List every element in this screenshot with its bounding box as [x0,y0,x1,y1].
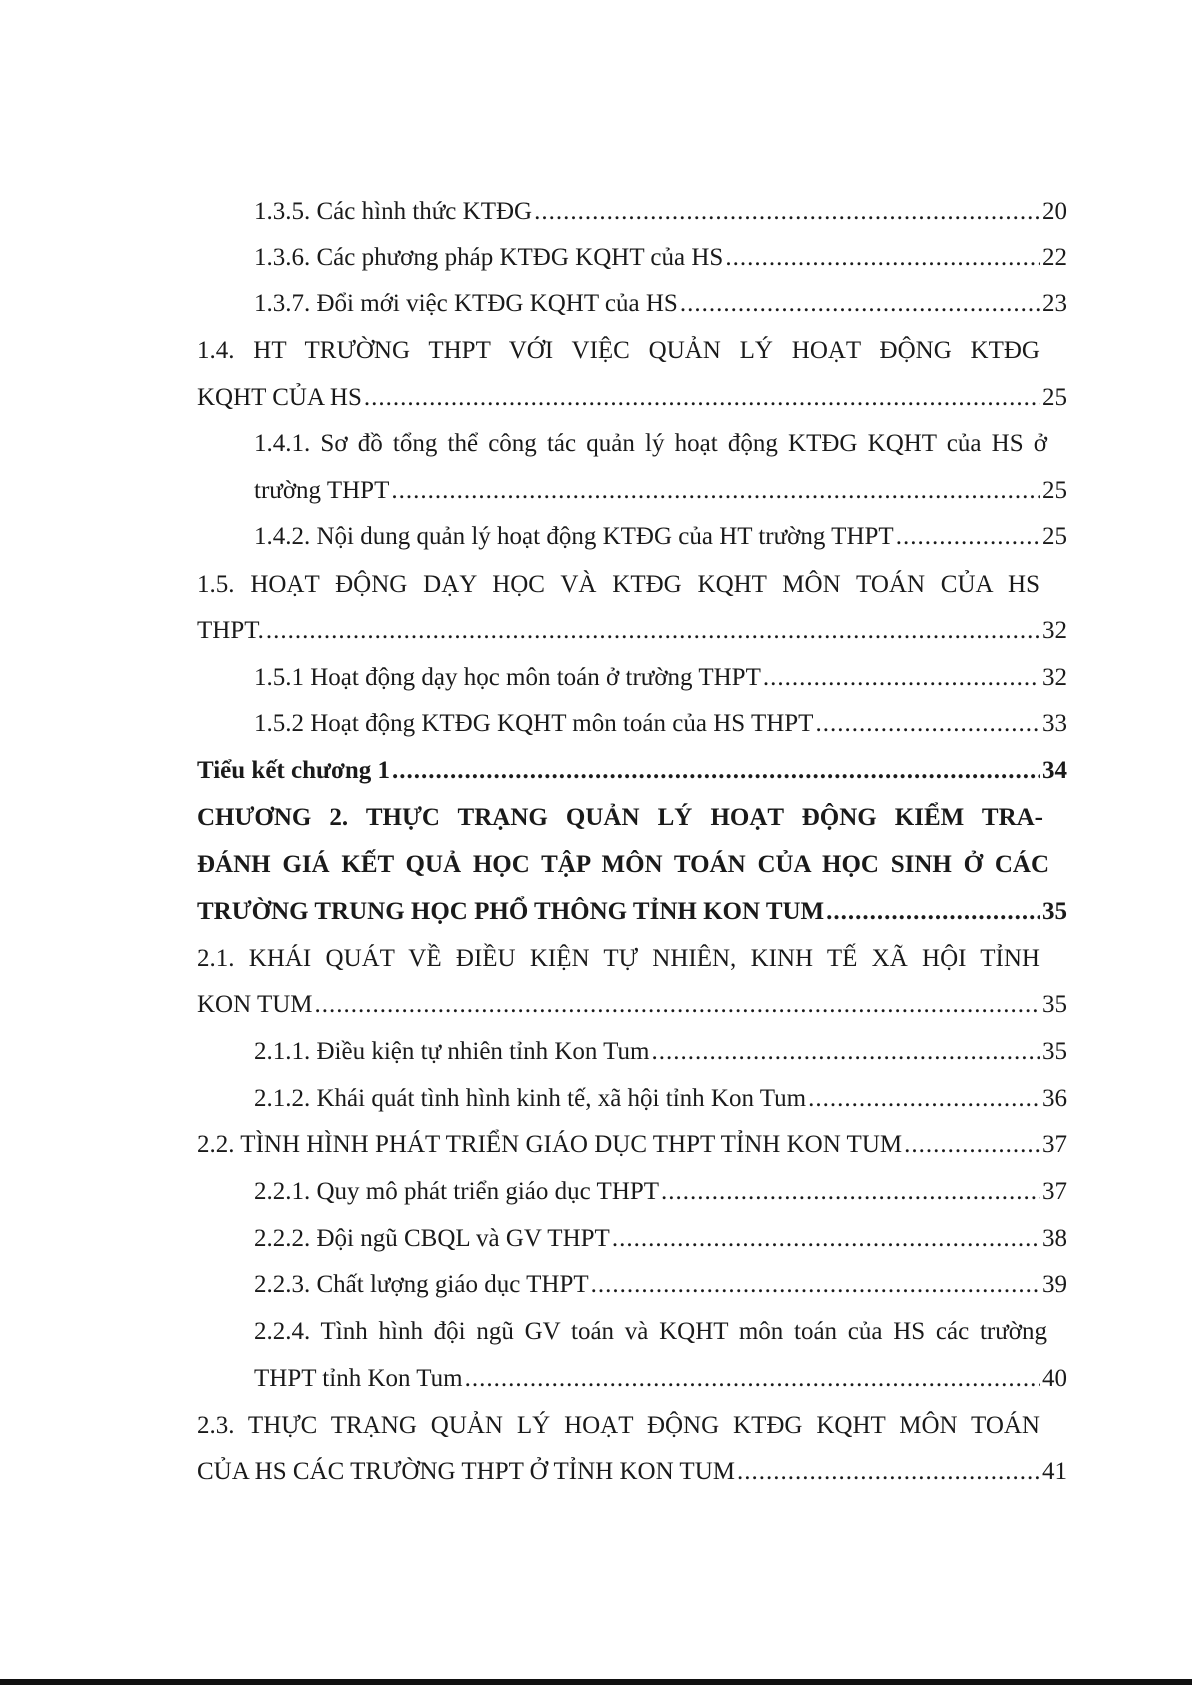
toc-entry-title: 2.2.3. Chất lượng giáo dục THPT [254,1271,589,1298]
toc-entry-title: trường THPT [254,477,390,504]
toc-entry-title: KQHT CỦA HS [197,384,362,411]
toc-page-number: 35 [1042,991,1067,1018]
leader-dots [652,1037,1040,1067]
toc-page-number: 38 [1042,1225,1067,1252]
toc-entry[interactable] [254,709,1067,739]
toc-entry-line1[interactable]: 2.3. THỰC TRẠNG QUẢN LÝ HOẠT ĐỘNG KTĐG KQHT MÔN TOÁN [197,1412,1040,1439]
leader-dots [364,383,1040,413]
toc-page-number: 37 [1042,1178,1067,1205]
toc-entry-title: 2.1.1. Điều kiện tự nhiên tỉnh Kon Tum [254,1038,650,1065]
toc-entry[interactable] [197,990,1067,1020]
toc-entry-title: Tiểu kết chương 1 [197,757,390,784]
toc-entry-line1[interactable]: 1.4. HT TRƯỜNG THPT VỚI VIỆC QUẢN LÝ HOẠT ĐỘNG KTĐG [197,337,1040,364]
toc-page-number: 41 [1042,1458,1067,1485]
leader-dots [904,1130,1040,1160]
toc-entry[interactable] [254,476,1067,506]
toc-entry[interactable] [197,1457,1067,1487]
toc-entry-title: THPT. [197,617,264,644]
leader-dots [737,1457,1040,1487]
toc-page-number: 32 [1042,664,1067,691]
toc-entry[interactable] [254,1084,1067,1114]
leader-dots [896,522,1040,552]
toc-entry-title: 1.4.2. Nội dung quản lý hoạt động KTĐG của HT trường THPT [254,523,894,550]
toc-page-number: 36 [1042,1085,1067,1112]
toc-entry-title: 1.3.7. Đổi mới việc KTĐG KQHT của HS [254,290,678,317]
toc-page-number: 35 [1042,898,1067,925]
toc-entry[interactable] [254,1177,1067,1207]
toc-page-number: 40 [1042,1365,1067,1392]
toc-entry[interactable] [254,1224,1067,1254]
toc-entry[interactable] [254,1037,1067,1067]
leader-dots [591,1270,1040,1300]
toc-page-number: 22 [1042,244,1067,271]
leader-dots [612,1224,1040,1254]
leader-dots [815,709,1040,739]
toc-entry-line1[interactable]: 2.2.4. Tình hình đội ngũ GV toán và KQHT môn toán của HS các trường [254,1318,1047,1345]
toc-entry[interactable] [254,243,1067,273]
toc-page-number: 39 [1042,1271,1067,1298]
toc-entry-title: 1.5.1 Hoạt động dạy học môn toán ở trường THPT [254,664,761,691]
page-bottom-edge [0,1679,1192,1685]
leader-dots [725,243,1040,273]
toc-entry[interactable] [197,1130,1067,1160]
toc-entry[interactable] [254,663,1067,693]
toc-entry-title: 2.2. TÌNH HÌNH PHÁT TRIỂN GIÁO DỤC THPT TỈNH KON TUM [197,1131,903,1158]
toc-entry[interactable] [197,756,1067,786]
toc-entry-title: 2.2.2. Đội ngũ CBQL và GV THPT [254,1225,610,1252]
toc-entry-title: CỦA HS CÁC TRƯỜNG THPT Ở TỈNH KON TUM [197,1458,735,1485]
toc-entry[interactable] [254,197,1067,227]
leader-dots [661,1177,1040,1207]
leader-dots [392,756,1040,786]
leader-dots [266,616,1040,646]
leader-dots [680,289,1040,319]
toc-page-number: 35 [1042,1038,1067,1065]
toc-entry-title: 2.1.2. Khái quát tình hình kinh tế, xã hội tỉnh Kon Tum [254,1085,807,1112]
toc-page-number: 33 [1042,710,1067,737]
toc-page-number: 34 [1042,757,1067,784]
toc-page-number: 25 [1042,477,1067,504]
toc-page-number: 25 [1042,384,1067,411]
toc-entry-title: 1.3.5. Các hình thức KTĐG [254,198,533,225]
toc-entry[interactable] [254,1364,1067,1394]
toc-entry-line2[interactable]: ĐÁNH GIÁ KẾT QUẢ HỌC TẬP MÔN TOÁN CỦA HỌC SINH Ở CÁC [197,851,1049,878]
toc-entry[interactable] [197,897,1067,927]
toc-entry-title: 1.3.6. Các phương pháp KTĐG KQHT của HS [254,244,724,271]
toc-entry-line1[interactable]: 2.1. KHÁI QUÁT VỀ ĐIỀU KIỆN TỰ NHIÊN, KINH TẾ XÃ HỘI TỈNH [197,945,1040,972]
leader-dots [391,476,1040,506]
leader-dots [763,663,1040,693]
toc-entry-line1[interactable]: 1.4.1. Sơ đồ tổng thể công tác quản lý hoạt động KTĐG KQHT của HS ở [254,430,1047,457]
toc-entry-line1[interactable]: CHƯƠNG 2. THỰC TRẠNG QUẢN LÝ HOẠT ĐỘNG KIỂM TRA- [197,804,1043,831]
toc-entry-title: 1.5.2 Hoạt động KTĐG KQHT môn toán của HS THPT [254,710,814,737]
toc-page-number: 32 [1042,617,1067,644]
toc-entry-title: TRƯỜNG TRUNG HỌC PHỔ THÔNG TỈNH KON TUM [197,898,825,925]
toc-entry[interactable] [254,522,1067,552]
leader-dots [315,990,1040,1020]
toc-entry[interactable] [254,1270,1067,1300]
toc-entry-line1[interactable]: 1.5. HOẠT ĐỘNG DẠY HỌC VÀ KTĐG KQHT MÔN TOÁN CỦA HS [197,571,1040,598]
toc-entry[interactable] [254,289,1067,319]
leader-dots [808,1084,1040,1114]
toc-entry-title: KON TUM [197,991,313,1018]
toc-page-number: 25 [1042,523,1067,550]
toc-page-number: 20 [1042,198,1067,225]
leader-dots [465,1364,1040,1394]
toc-page-number: 23 [1042,290,1067,317]
leader-dots [534,197,1040,227]
toc-entry-title: 2.2.1. Quy mô phát triển giáo dục THPT [254,1178,660,1205]
leader-dots [826,897,1040,927]
toc-page-number: 37 [1042,1131,1067,1158]
toc-entry[interactable] [197,383,1067,413]
toc-entry[interactable] [197,616,1067,646]
toc-entry-title: THPT tỉnh Kon Tum [254,1365,463,1392]
